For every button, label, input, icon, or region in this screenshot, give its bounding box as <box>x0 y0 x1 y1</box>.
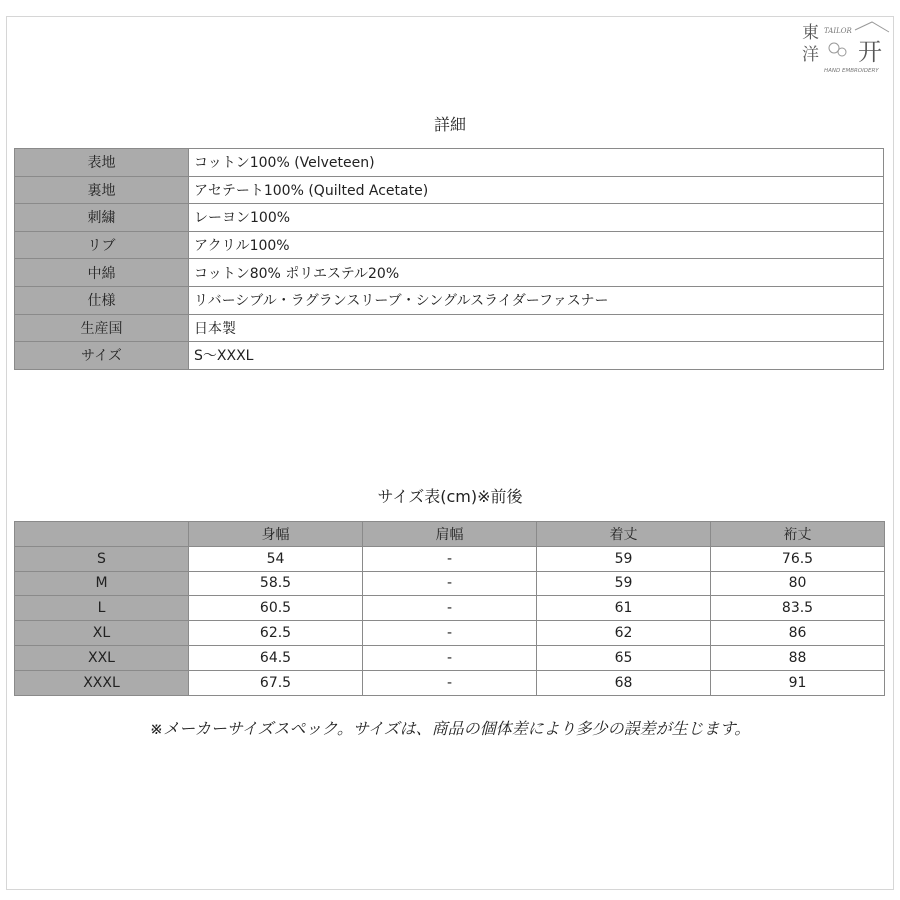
detail-row <box>15 314 884 342</box>
detail-value: アセテート100% (Quilted Acetate) <box>189 176 884 204</box>
detail-label: 表地 <box>15 149 189 177</box>
detail-value: コットン80% ポリエステル20% <box>189 259 884 287</box>
size-value: 59 <box>537 546 711 571</box>
detail-value: リバーシブル・ラグランスリーブ・シングルスライダーファスナー <box>189 286 884 314</box>
size-value: - <box>363 571 537 596</box>
size-row <box>15 571 885 596</box>
size-row <box>15 670 885 695</box>
size-label: L <box>15 596 189 621</box>
detail-row <box>15 286 884 314</box>
detail-label: 仕様 <box>15 286 189 314</box>
detail-label: 刺繍 <box>15 204 189 232</box>
size-value: 88 <box>711 645 885 670</box>
size-value: 64.5 <box>189 645 363 670</box>
size-value: - <box>363 546 537 571</box>
svg-text:洋: 洋 <box>802 45 819 65</box>
brand-logo <box>800 18 892 76</box>
size-table-title: サイズ表(cm)※前後 <box>377 487 523 506</box>
size-header-cell <box>15 522 189 547</box>
size-value: 68 <box>537 670 711 695</box>
detail-value: アクリル100% <box>189 231 884 259</box>
size-label: M <box>15 571 189 596</box>
size-header-cell: 裄丈 <box>711 522 885 547</box>
size-value: - <box>363 645 537 670</box>
detail-label: サイズ <box>15 342 189 370</box>
size-value: 67.5 <box>189 670 363 695</box>
size-value: - <box>363 670 537 695</box>
size-value: 62 <box>537 621 711 646</box>
svg-text:开: 开 <box>858 38 882 66</box>
size-label: XXXL <box>15 670 189 695</box>
detail-label: 裏地 <box>15 176 189 204</box>
detail-row <box>15 176 884 204</box>
size-value: 61 <box>537 596 711 621</box>
size-value: 83.5 <box>711 596 885 621</box>
svg-text:TAILOR: TAILOR <box>824 27 852 35</box>
size-row <box>15 546 885 571</box>
detail-table <box>14 148 884 370</box>
detail-label: 中綿 <box>15 259 189 287</box>
size-header-cell: 身幅 <box>189 522 363 547</box>
size-note: ※メーカーサイズスペック。サイズは、商品の個体差により多少の誤差が生じます。 <box>149 719 751 738</box>
svg-text:HAND EMBROIDERY: HAND EMBROIDERY <box>824 68 879 74</box>
detail-title: 詳細 <box>433 115 466 134</box>
size-value: 62.5 <box>189 621 363 646</box>
size-label: XXL <box>15 645 189 670</box>
size-value: 65 <box>537 645 711 670</box>
size-value: 60.5 <box>189 596 363 621</box>
size-value: 91 <box>711 670 885 695</box>
size-value: 59 <box>537 571 711 596</box>
detail-row <box>15 204 884 232</box>
size-value: 76.5 <box>711 546 885 571</box>
detail-value: 日本製 <box>189 314 884 342</box>
size-value: 58.5 <box>189 571 363 596</box>
size-value: - <box>363 596 537 621</box>
detail-row <box>15 342 884 370</box>
size-header-cell: 着丈 <box>537 522 711 547</box>
detail-row <box>15 259 884 287</box>
detail-value: レーヨン100% <box>189 204 884 232</box>
detail-label: 生産国 <box>15 314 189 342</box>
detail-label: リブ <box>15 231 189 259</box>
size-value: - <box>363 621 537 646</box>
size-label: S <box>15 546 189 571</box>
size-value: 86 <box>711 621 885 646</box>
size-row <box>15 621 885 646</box>
svg-text:東: 東 <box>802 23 819 43</box>
detail-value: S〜XXXL <box>189 342 884 370</box>
detail-row <box>15 231 884 259</box>
size-table <box>14 521 885 696</box>
detail-value: コットン100% (Velveteen) <box>189 149 884 177</box>
size-label: XL <box>15 621 189 646</box>
detail-row <box>15 149 884 177</box>
size-row <box>15 645 885 670</box>
size-value: 54 <box>189 546 363 571</box>
size-header-cell: 肩幅 <box>363 522 537 547</box>
size-row <box>15 596 885 621</box>
size-value: 80 <box>711 571 885 596</box>
